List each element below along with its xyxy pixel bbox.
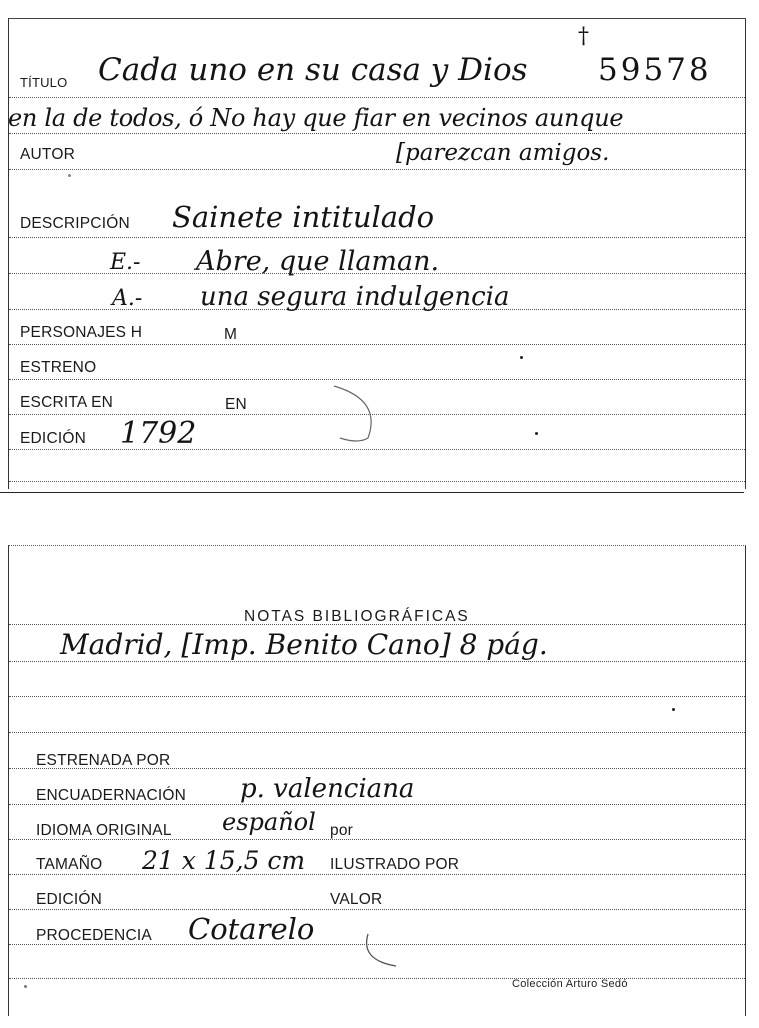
paper-speck xyxy=(520,356,523,359)
descripcion-line3-prefix: A.- xyxy=(112,286,143,311)
ruled-line xyxy=(9,696,745,697)
notas-bibliograficas-heading: NOTAS BIBLIOGRÁFICAS xyxy=(244,608,470,625)
ruled-line xyxy=(9,732,745,733)
paper-speck xyxy=(68,174,71,177)
ruled-line xyxy=(9,909,745,910)
titulo-handwritten-line3: [parezcan amigos. xyxy=(396,140,610,166)
idioma-original-label: IDIOMA ORIGINAL xyxy=(36,822,172,839)
titulo-handwritten-line2: en la de todos, ó No hay que fiar en vecinos aunque xyxy=(8,104,624,132)
idioma-handwritten: español xyxy=(222,808,316,836)
descripcion-handwritten: Sainete intitulado xyxy=(172,200,435,234)
ruled-line xyxy=(9,481,745,482)
pencil-arc-mark xyxy=(320,378,390,448)
personajes-m-label: M xyxy=(224,326,238,343)
procedencia-label: PROCEDENCIA xyxy=(36,927,152,944)
estrenada-label: ESTRENADA POR xyxy=(36,752,171,769)
ruled-line xyxy=(9,97,745,98)
titulo-handwritten-line1: Cada uno en su casa y Dios xyxy=(98,52,528,88)
ilustrado-por-label: ILUSTRADO POR xyxy=(330,856,460,873)
estreno-label: ESTRENO xyxy=(20,359,97,376)
ruled-line xyxy=(9,344,745,345)
titulo-label: TÍTULO xyxy=(20,75,68,90)
encuadernacion-label: ENCUADERNACIÓN xyxy=(36,787,187,804)
pencil-arc-mark xyxy=(356,930,420,978)
edicion-handwritten: 1792 xyxy=(120,416,197,451)
escrita-en-label: ESCRITA EN xyxy=(20,394,114,411)
paper-speck xyxy=(24,985,27,988)
escrita-en-second-label: EN xyxy=(225,396,247,413)
descripcion-line2: Abre, que llaman. xyxy=(196,246,440,277)
procedencia-handwritten: Cotarelo xyxy=(188,912,315,946)
ruled-line xyxy=(9,133,745,134)
descripcion-label: DESCRIPCIÓN xyxy=(20,215,130,232)
edicion-back-label: EDICIÓN xyxy=(36,891,102,908)
paper-speck xyxy=(672,708,675,711)
ruled-line xyxy=(9,237,745,238)
personajes-label: PERSONAJES H xyxy=(20,324,143,341)
ruled-line xyxy=(9,661,745,662)
idioma-por-label: por xyxy=(330,822,354,839)
card-separator-line xyxy=(0,492,744,493)
ruled-line xyxy=(9,978,745,979)
ruled-line xyxy=(9,874,745,875)
notas-handwritten: Madrid, [Imp. Benito Cano] 8 pág. xyxy=(60,628,548,661)
dagger-mark: † xyxy=(578,24,589,49)
collection-footer: Colección Arturo Sedó xyxy=(512,978,628,990)
valor-label: VALOR xyxy=(330,891,383,908)
tamano-label: TAMAÑO xyxy=(36,856,103,873)
tamano-handwritten: 21 x 15,5 cm xyxy=(142,846,306,875)
catalog-number: 59578 xyxy=(598,52,712,88)
autor-label: AUTOR xyxy=(20,146,75,163)
descripcion-line3: una segura indulgencia xyxy=(200,282,510,312)
paper-speck xyxy=(535,432,538,435)
descripcion-line2-prefix: E.- xyxy=(110,250,141,275)
ruled-line xyxy=(9,169,745,170)
encuadernacion-handwritten: p. valenciana xyxy=(240,774,415,804)
edicion-label: EDICIÓN xyxy=(20,430,86,447)
